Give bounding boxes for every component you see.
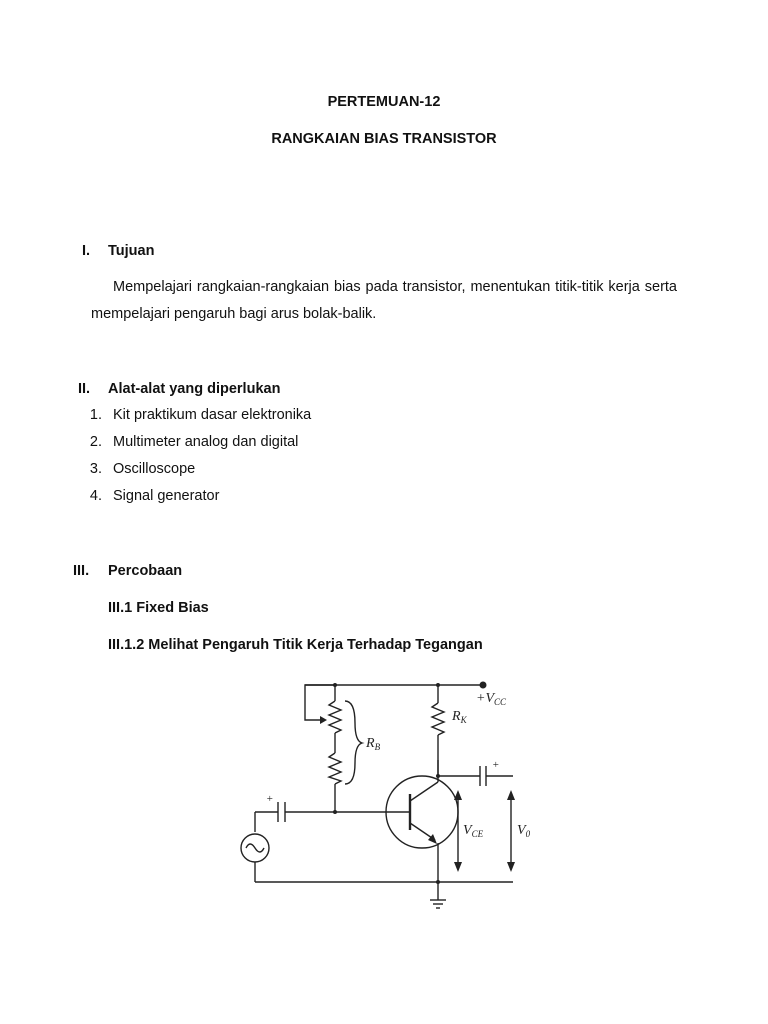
list-item: Signal generator xyxy=(113,488,220,504)
vo-label: $V_0$ xyxy=(517,823,531,839)
section-heading: Percobaan xyxy=(108,563,183,579)
vce-label: $V_{CE}$ xyxy=(463,823,484,839)
list-item: Oscilloscope xyxy=(113,461,196,477)
list-item-number: 1. xyxy=(89,407,102,423)
rb-label: $R_B$ xyxy=(366,736,381,752)
list-item-number: 2. xyxy=(89,434,102,450)
list-item: Multimeter analog dan digital xyxy=(113,434,299,450)
list-item-number: 3. xyxy=(89,461,102,477)
document-title: PERTEMUAN-12 xyxy=(327,94,441,110)
section-heading: Alat-alat yang diperlukan xyxy=(108,381,281,397)
rk-label: $R_K$ xyxy=(452,709,467,725)
document-subtitle: RANGKAIAN BIAS TRANSISTOR xyxy=(271,131,497,147)
section-heading: Tujuan xyxy=(108,243,155,259)
list-item: Kit praktikum dasar elektronika xyxy=(113,407,312,423)
fixed-bias-circuit-diagram xyxy=(230,668,550,918)
section-number: II. xyxy=(78,381,91,397)
vcc-label: $+V_{CC}$ xyxy=(476,691,507,707)
input-capacitor-plus: + xyxy=(266,793,274,805)
subsubsection-heading: III.1.2 Melihat Pengaruh Titik Kerja Terhadap Tegangan xyxy=(108,637,483,653)
section-number: I. xyxy=(82,243,91,259)
subsection-heading: III.1 Fixed Bias xyxy=(108,600,209,616)
section-number: III. xyxy=(73,563,90,579)
list-item-number: 4. xyxy=(89,488,102,504)
output-capacitor-plus: + xyxy=(492,759,500,771)
section-paragraph: Mempelajari rangkaian-rangkaian bias pada transistor, menentukan titik-titik kerja serta mempelajari pengaruh bagi arus bolak-balik. xyxy=(91,279,677,322)
